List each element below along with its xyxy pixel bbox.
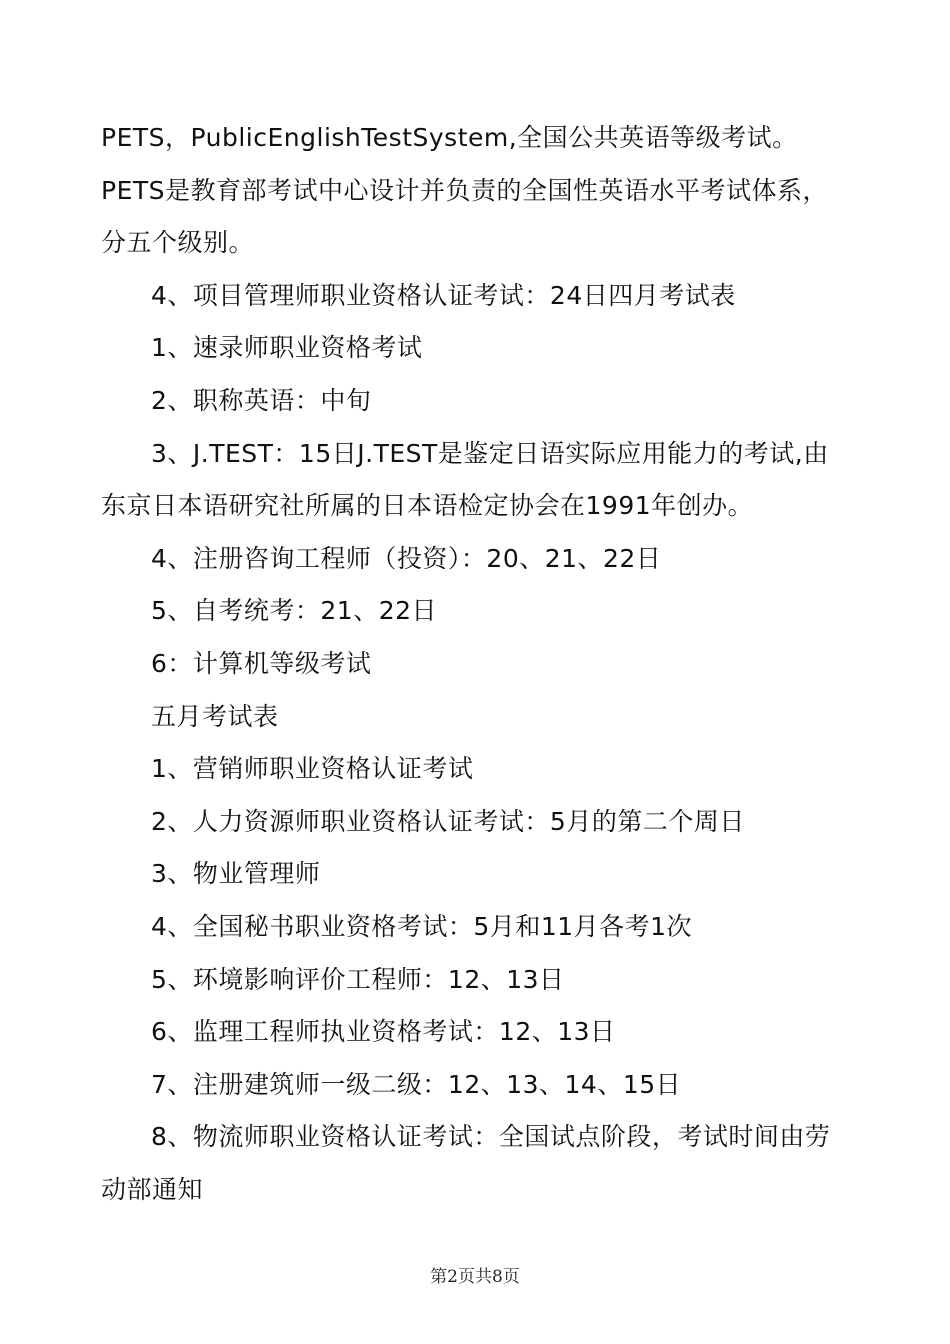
list-item: 7、注册建筑师一级二级：12、13、14、15日 [151, 1069, 682, 1099]
list-item: 2、人力资源师职业资格认证考试：5月的第二个周日 [151, 806, 745, 836]
list-item: 1、速录师职业资格考试 [151, 333, 423, 363]
list-item: 5、环境影响评价工程师：12、13日 [151, 964, 565, 994]
list-item: 3、物业管理师 [151, 859, 321, 889]
list-item: 2、职称英语：中旬 [151, 385, 372, 415]
list-item: 8、物流师职业资格认证考试：全国试点阶段，考试时间由劳动部通知 [101, 1122, 831, 1204]
list-item: 6：计算机等级考试 [151, 648, 372, 678]
paragraph-pets-intro: PETS，PublicEnglishTestSystem,全国公共英语等级考试。 [101, 123, 798, 152]
list-item: 3、J.TEST：15日J.TEST是鉴定日语实际应用能力的考试,由东京日本语研究社所属的日本语检定协会在1991年创办。 [101, 438, 829, 521]
section-heading-may: 五月考试表 [151, 701, 279, 731]
list-item: 6、监理工程师执业资格考试：12、13日 [151, 1017, 616, 1047]
list-item: 4、全国秘书职业资格考试：5月和11月各考1次 [151, 911, 693, 941]
list-item: 4、注册咨询工程师（投资）：20、21、22日 [151, 543, 662, 573]
list-item: 1、营销师职业资格认证考试 [151, 754, 474, 784]
paragraph-pets-description: PETS是教育部考试中心设计并负责的全国性英语水平考试体系，分五个级别。 [101, 175, 829, 258]
list-item: 4、项目管理师职业资格认证考试：24日四月考试表 [151, 280, 736, 310]
page-number-footer: 第2页共8页 [430, 1267, 520, 1287]
document-body [101, 112, 846, 1216]
list-item: 5、自考统考：21、22日 [151, 596, 438, 626]
